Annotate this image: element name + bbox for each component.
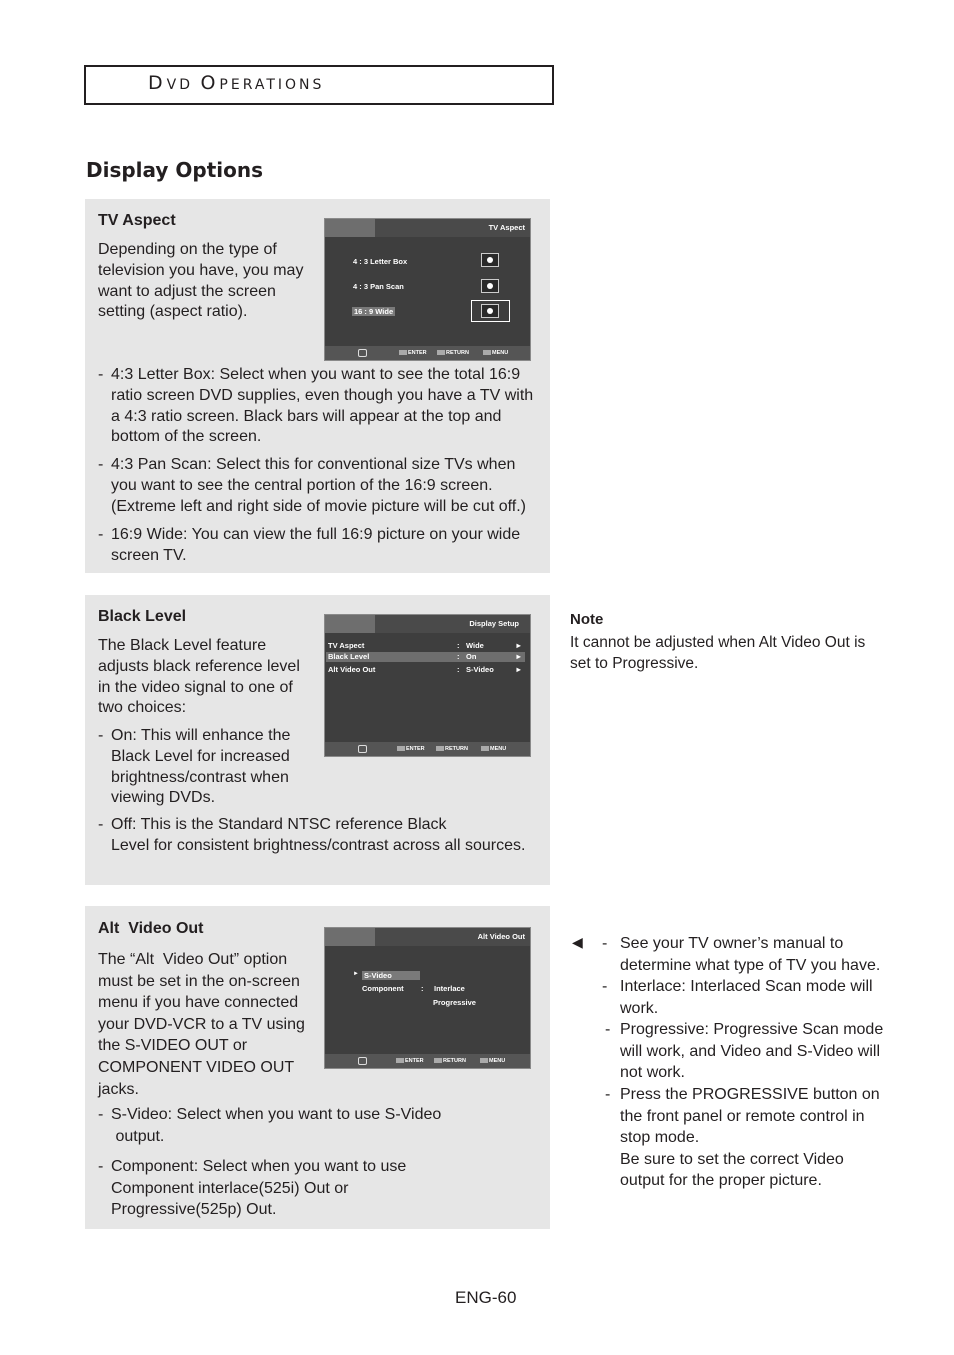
side-note: - See your TV owner’s manual to determine what type of TV you have. bbox=[602, 935, 881, 974]
radio-icon[interactable] bbox=[481, 279, 499, 293]
black-level-heading: Black Level bbox=[98, 608, 187, 625]
note-title: Note bbox=[570, 611, 604, 628]
black-level-intro: The Black Level feature adjusts black reference level in the video signal to one of two choices: bbox=[98, 637, 300, 717]
osd-title: Display Setup bbox=[464, 615, 530, 633]
alt-video-out-heading: Alt Video Out bbox=[98, 920, 204, 937]
arrow-right-icon: ► bbox=[515, 641, 523, 650]
black-level-bullet: - Off: This is the Standard NTSC reference Black Level for consistent brightness/contrast across all sources. bbox=[98, 816, 526, 854]
osd-option-progressive[interactable]: Progressive bbox=[433, 998, 476, 1007]
osd-option-wide[interactable]: 16 : 9 Wide bbox=[354, 307, 394, 316]
tv-aspect-osd-screen: TV Aspect 4 : 3 Letter Box 4 : 3 Pan Scan 16 : 9 Wide ENTER RETURN MENU bbox=[324, 218, 531, 361]
osd-title: TV Aspect bbox=[484, 219, 530, 237]
black-level-bullet: - On: This will enhance the Black Level for increased brightness/contrast when viewing DVDs. bbox=[98, 727, 291, 807]
move-icon bbox=[358, 349, 367, 357]
tv-aspect-bullet: - 16:9 Wide: You can view the full 16:9 picture on your wide screen TV. bbox=[98, 526, 521, 564]
side-note: - Press the PROGRESSIVE button on the front panel or remote control in stop mode. Be sure to set the correct Video output for the proper picture. bbox=[605, 1086, 880, 1190]
display-setup-osd-screen: Display Setup TV Aspect : Wide ► Black Level : On ► Alt Video Out : S-Video ► ENTER RETURN MENU bbox=[324, 614, 531, 757]
osd-tab bbox=[325, 219, 375, 237]
tv-aspect-heading: TV Aspect bbox=[98, 212, 176, 229]
osd-option-interlace[interactable]: Interlace bbox=[434, 984, 465, 993]
radio-icon[interactable] bbox=[481, 304, 499, 318]
alt-video-out-intro: The “Alt Video Out” option must be set in the on-screen menu if you have connected your DVD-VCR to a TV using the S-VIDEO OUT or COMPONENT VIDEO OUT jacks. bbox=[98, 951, 305, 1098]
osd-option-component[interactable]: Component bbox=[362, 984, 404, 993]
osd-separator: : bbox=[421, 984, 424, 993]
arrow-right-icon: ► bbox=[515, 665, 523, 674]
alt-video-out-osd-screen: Alt Video Out ► S-Video Component : Interlace Progressive ENTER RETURN MENU bbox=[324, 927, 531, 1069]
osd-option-s-video[interactable]: S-Video bbox=[362, 971, 420, 980]
section-title: Display Options bbox=[86, 158, 264, 182]
osd-row-alt-video-out[interactable]: Alt Video Out : S-Video ► bbox=[328, 665, 523, 674]
arrow-right-icon: ► bbox=[515, 652, 523, 661]
pointer-icon: ► bbox=[353, 971, 359, 977]
tv-aspect-bullet: - 4:3 Pan Scan: Select this for conventional size TVs when you want to see the central portion of the 16:9 screen. (Extreme left and right side of movie picture will be cut off.) bbox=[98, 456, 526, 515]
side-note: - Progressive: Progressive Scan mode will work, and Video and S-Video will not work. bbox=[605, 1021, 884, 1082]
side-note: - Interlace: Interlaced Scan mode will work. bbox=[602, 978, 873, 1017]
alt-video-out-bullet: - S-Video: Select when you want to use S-Video output. bbox=[98, 1106, 442, 1145]
tv-aspect-bullet: - 4:3 Letter Box: Select when you want to see the total 16:9 ratio screen DVD supplies, even though you have a TV with a 4:3 ratio screen. Black bars will appear at the top and bottom of the screen. bbox=[98, 366, 534, 446]
osd-row-tv-aspect[interactable]: TV Aspect : Wide ► bbox=[328, 641, 523, 650]
move-icon bbox=[358, 745, 367, 753]
left-arrow-icon: ◀ bbox=[572, 934, 583, 950]
radio-icon[interactable] bbox=[481, 253, 499, 267]
note-text: It cannot be adjusted when Alt Video Out is set to Progressive. bbox=[570, 634, 866, 672]
alt-video-out-bullet: - Component: Select when you want to use Component interlace(525i) Out or Progressive(525p) Out. bbox=[98, 1158, 407, 1219]
osd-title: Alt Video Out bbox=[473, 928, 530, 946]
tv-aspect-intro: Depending on the type of television you have, you may want to adjust the screen setting (aspect ratio). bbox=[98, 241, 304, 321]
move-icon bbox=[358, 1057, 367, 1065]
osd-option-letter-box[interactable]: 4 : 3 Letter Box bbox=[353, 257, 408, 266]
osd-option-pan-scan[interactable]: 4 : 3 Pan Scan bbox=[353, 282, 404, 291]
chapter-header: DVD OPERATIONS bbox=[148, 72, 325, 94]
osd-row-black-level[interactable]: Black Level : On ► bbox=[326, 652, 525, 662]
page-number: ENG-60 bbox=[455, 1288, 517, 1307]
